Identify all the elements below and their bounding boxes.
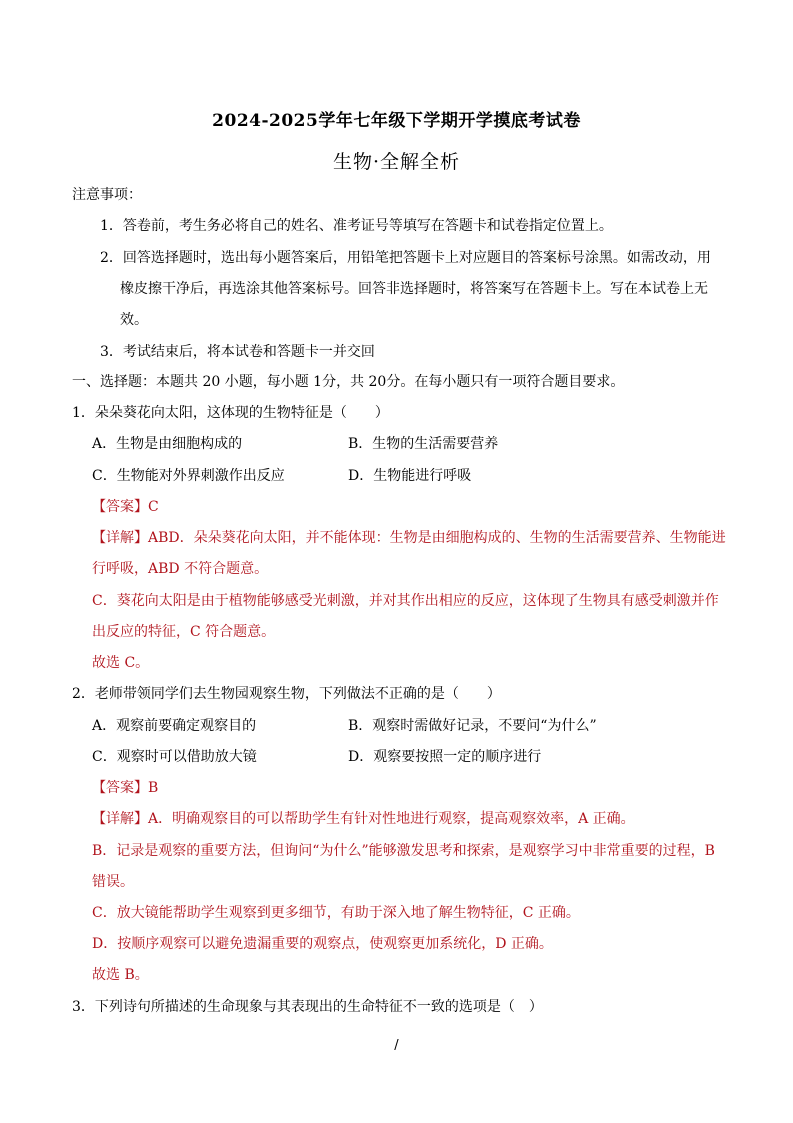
q1-conclusion: 故选 C。 bbox=[92, 655, 150, 671]
q2-detail-line-1: 【详解】A．明确观察目的可以帮助学生有针对性地进行观察，提高观察效率，A 正确。 bbox=[92, 811, 635, 827]
notice-item-2-line-1: 2．回答选择题时，选出每小题答案后，用铅笔把答题卡上对应题目的答案标号涂黑。如需改动，用 bbox=[100, 250, 711, 266]
q2-option-b: B．观察时需做好记录，不要问“为什么” bbox=[348, 718, 597, 734]
q1-option-d: D．生物能进行呼吸 bbox=[348, 468, 472, 484]
q2-option-d: D．观察要按照一定的顺序进行 bbox=[348, 749, 542, 765]
notice-item-2-line-3: 效。 bbox=[120, 312, 148, 328]
q1-option-a: A．生物是由细胞构成的 bbox=[92, 436, 243, 452]
notice-heading: 注意事项： bbox=[72, 187, 142, 203]
q2-option-c: C．观察时可以借助放大镜 bbox=[92, 749, 257, 765]
q2-option-a: A．观察前要确定观察目的 bbox=[92, 718, 257, 734]
notice-item-3: 3．考试结束后，将本试卷和答题卡一并交回 bbox=[100, 344, 375, 360]
q1-option-c: C．生物能对外界刺激作出反应 bbox=[92, 468, 285, 484]
q1-detail-line-4: 出反应的特征，C 符合题意。 bbox=[92, 624, 276, 640]
q3-stem: 3．下列诗句所描述的生命现象与其表现出的生命特征不一致的选项是（ ） bbox=[72, 999, 543, 1015]
q1-answer: 【答案】C bbox=[92, 499, 159, 515]
q1-stem: 1．朵朵葵花向太阳，这体现的生物特征是（ ） bbox=[72, 405, 389, 421]
q1-detail-line-1: 【详解】ABD．朵朵葵花向太阳，并不能体现：生物是由细胞构成的、生物的生活需要营养、生物能进 bbox=[92, 530, 726, 546]
q1-detail-line-3: C．葵花向太阳是由于植物能够感受光刺激，并对其作出相应的反应，这体现了生物具有感受刺激并作 bbox=[92, 593, 719, 609]
q1-option-b: B．生物的生活需要营养 bbox=[348, 436, 499, 452]
page-number: / bbox=[394, 1038, 399, 1053]
page-subtitle: 生物·全解全析 bbox=[332, 151, 461, 173]
notice-item-1: 1．答卷前，考生务必将自己的姓名、准考证号等填写在答题卡和试卷指定位置上。 bbox=[100, 218, 613, 234]
notice-item-2-line-2: 橡皮擦干净后，再选涂其他答案标号。回答非选择题时，将答案写在答题卡上。写在本试卷上无 bbox=[120, 281, 708, 297]
q2-detail-line-3: 错误。 bbox=[92, 874, 134, 890]
q2-conclusion: 故选 B。 bbox=[92, 967, 149, 983]
q2-answer: 【答案】B bbox=[92, 780, 159, 796]
q2-detail-line-2: B．记录是观察的重要方法，但询问“为什么”能够激发思考和探索，是观察学习中非常重要的过程，B bbox=[92, 843, 715, 859]
q2-stem: 2．老师带领同学们去生物园观察生物，下列做法不正确的是（ ） bbox=[72, 686, 501, 702]
section-heading: 一、选择题：本题共 20 小题，每小题 1分，共 20分。在每小题只有一项符合题目要求。 bbox=[72, 374, 625, 390]
page-title: 2024-2025学年七年级下学期开学摸底考试卷 bbox=[212, 111, 581, 131]
q2-detail-line-5: D．按顺序观察可以避免遗漏重要的观察点，使观察更加系统化，D 正确。 bbox=[92, 936, 553, 952]
q2-detail-line-4: C．放大镜能帮助学生观察到更多细节，有助于深入地了解生物特征，C 正确。 bbox=[92, 905, 580, 921]
q1-detail-line-2: 行呼吸，ABD 不符合题意。 bbox=[92, 561, 269, 577]
